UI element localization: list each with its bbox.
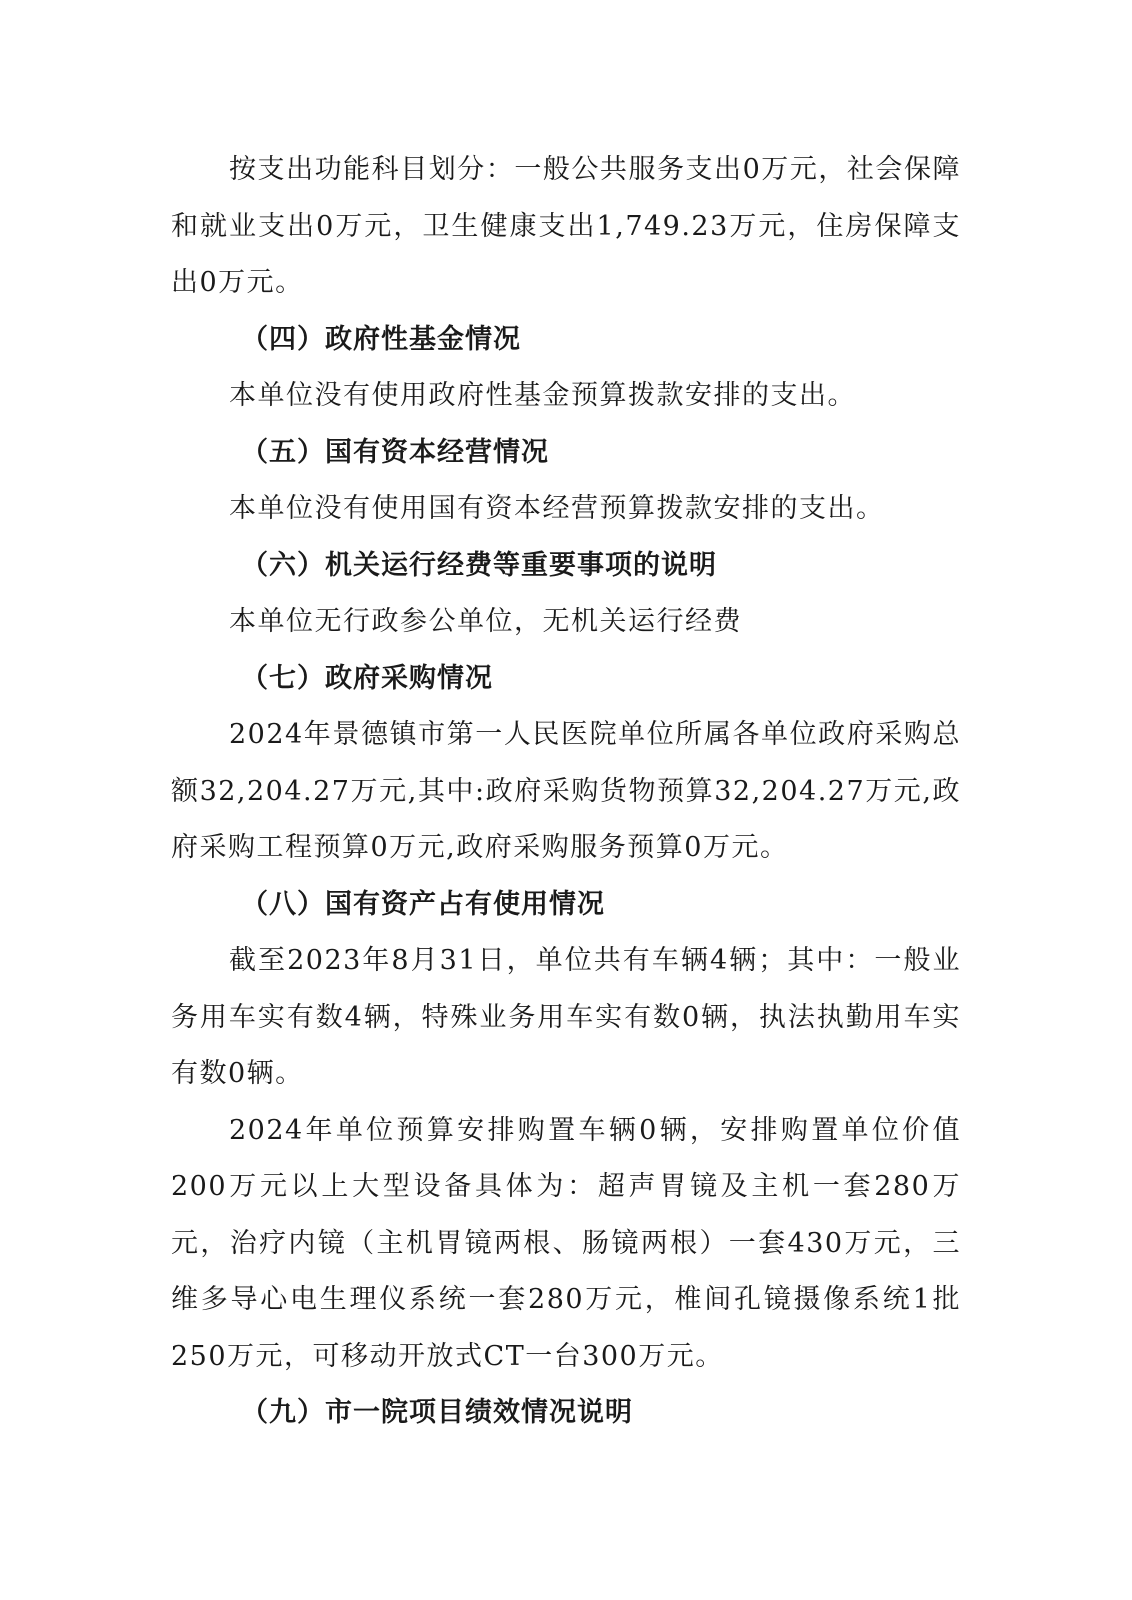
heading-government-fund: （四）政府性基金情况 <box>241 323 521 355</box>
paragraph-government-procurement: 2024年景德镇市第一人民医院单位所属各单位政府采购总额32,204.27万元,其中:政府采购货物预算32,204.27万元,政府采购工程预算0万元,政府采购服务预算0万元。 <box>171 719 961 863</box>
paragraph-vehicles: 截至2023年8月31日，单位共有车辆4辆；其中：一般业务用车实有数4辆，特殊业务用车实有数0辆，执法执勤用车实有数0辆。 <box>171 945 961 1089</box>
paragraph-state-capital: 本单位没有使用国有资本经营预算拨款安排的支出。 <box>229 493 885 524</box>
heading-state-capital: （五）国有资本经营情况 <box>241 436 549 468</box>
paragraph-equipment-purchase: 2024年单位预算安排购置车辆0辆，安排购置单位价值200万元以上大型设备具体为：超声胃镜及主机一套280万元，治疗内镜（主机胃镜两根、肠镜两根）一套430万元，三维多导心电生理仪系统一套280万元，椎间孔镜摄像系统1批250万元，可移动开放式CT一台300万元。 <box>171 1114 961 1372</box>
paragraph-government-fund: 本单位没有使用政府性基金预算拨款安排的支出。 <box>229 380 856 411</box>
heading-operating-expenses: （六）机关运行经费等重要事项的说明 <box>241 549 717 581</box>
heading-project-performance: （九）市一院项目绩效情况说明 <box>241 1397 633 1428</box>
paragraph-expenditure-by-function: 按支出功能科目划分：一般公共服务支出0万元，社会保障和就业支出0万元，卫生健康支出1,749.23万元，住房保障支出0万元。 <box>171 154 961 298</box>
document-body <box>171 142 961 1442</box>
heading-government-procurement: （七）政府采购情况 <box>241 662 493 694</box>
paragraph-operating-expenses: 本单位无行政参公单位，无机关运行经费 <box>229 606 742 637</box>
heading-state-assets: （八）国有资产占有使用情况 <box>241 888 605 920</box>
